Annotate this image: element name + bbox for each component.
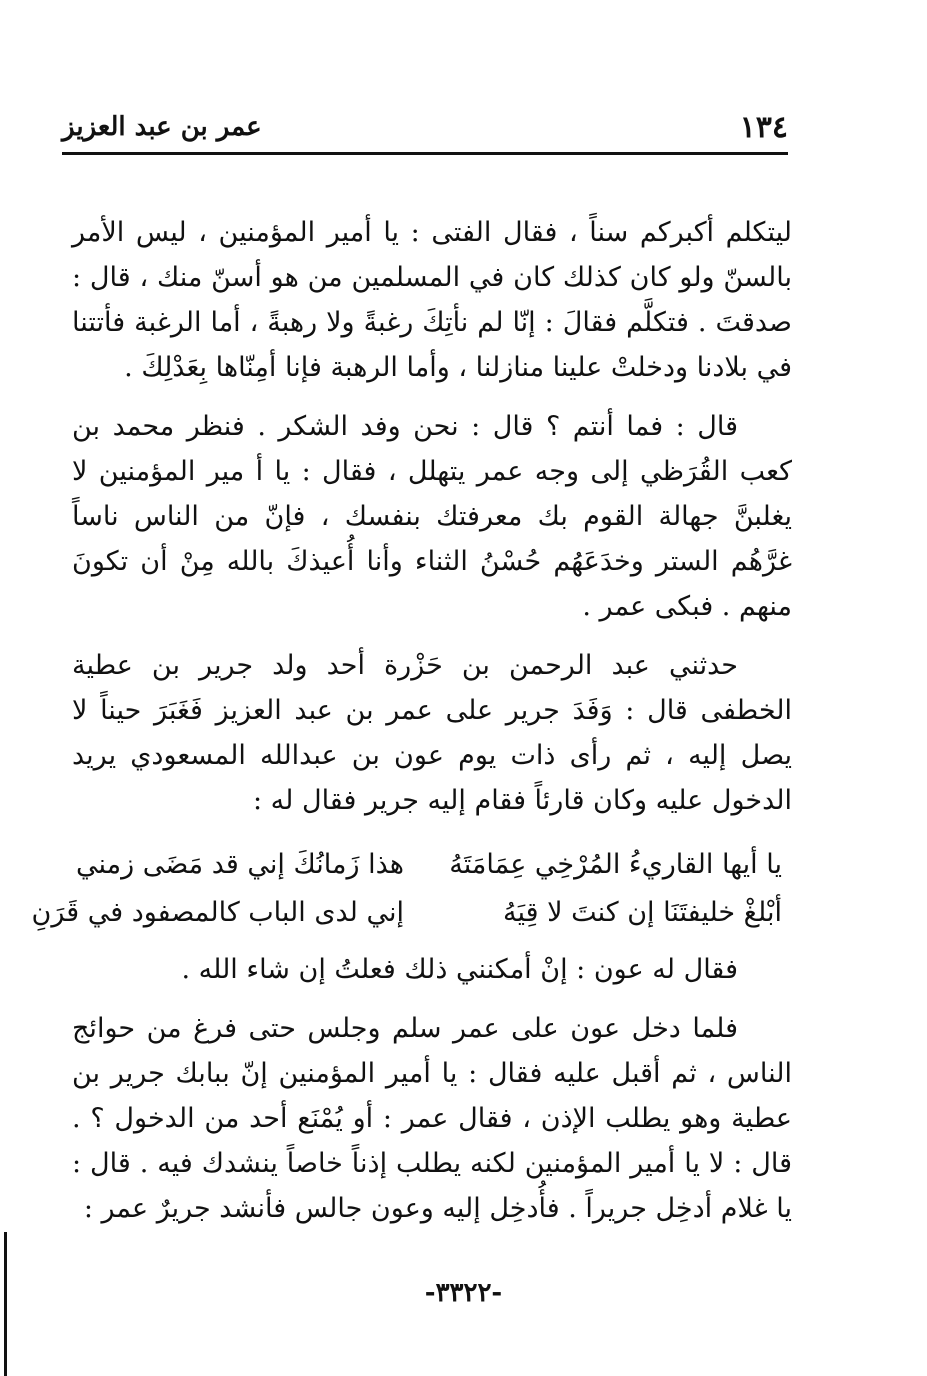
verse-first-half: أبْلغْ خليفتَنَا إن كنتَ لا قِيَهُ <box>503 897 782 928</box>
header-rule <box>62 152 788 155</box>
scan-margin-line <box>4 1232 7 1376</box>
verse-second-half: هذا زَمانُكَ إني قد مَضَى زمني <box>76 849 404 880</box>
poem-verse <box>31 889 782 937</box>
poem-verse <box>76 841 782 889</box>
paragraph: فقال له عون : إنْ أمكنني ذلك فعلتُ إن شاء الله . <box>181 954 738 985</box>
page-footer: -٣٣٢٢- <box>424 1278 503 1308</box>
paragraph: ليتكلم أكبركم سناً ، فقال الفتى : يا أمير المؤمنين ، ليس الأمر بالسنّ ولو كان كذلك كان في المسلمين من هو أسنّ منك ، قال : صدقتَ . فتكلَّم فقالَ : إنّا لم نأتِكَ رغبةً ولا رهبةً ، أما الرغبة فأتتنا في بلادنا ودخلتْ علينا منازلنا ، وأما الرهبة فإنا أمِنّاها بِعَدْلِكَ . <box>72 217 792 383</box>
verse-first-half: يا أيها القاريءُ المُرْخِي عِمَامَتَهُ <box>449 849 782 880</box>
paragraph: فلما دخل عون على عمر سلم وجلس حتى فرغ من حوائج الناس ، ثم أقبل عليه فقال : يا أمير المؤمنين إنّ ببابك جرير بن عطية وهو يطلب الإذن ، فقال عمر : أو يُمْنَع أحد من الدخول ؟ . قال : لا يا أمير المؤمنين لكنه يطلب إذناً خاصاً ينشدك فيه . قال : يا غلام أدخِل جريراً . فأُدخِل إليه وعون جالس فأنشد جريرٌ عمر : <box>72 1013 792 1224</box>
paragraph: قال : فما أنتم ؟ قال : نحن وفد الشكر . فنظر محمد بن كعب القُرَظي إلى وجه عمر يتهلل ، فقال : يا أ مير المؤمنين لا يغلبنَّ جهالة القوم بك معرفتك بنفسك ، فإنّ من الناس ناساً غرَّهُم الستر وخدَعَهُم حُسْنُ الثناء وأنا أُعيذكَ بالله مِنْ أن تكونَ منهم . فبكى عمر . <box>72 411 792 622</box>
paragraph: حدثني عبد الرحمن بن حَزْرة أحد ولد جرير بن عطية الخطفى قال : وَفَدَ جرير على عمر بن عبد العزيز فَغَبَرَ حيناً لا يصل إليه ، ثم رأى ذات يوم عون بن عبدالله المسعودي يريد الدخول عليه وكان قارئاً فقام إليه جرير فقال له : <box>72 650 792 816</box>
page-header <box>62 108 788 148</box>
running-title: عمر بن عبد العزيز <box>62 112 262 142</box>
body-text <box>31 210 792 1245</box>
verse-second-half: إني لدى الباب كالمصفود في قَرَنِ <box>31 897 404 928</box>
poem <box>31 841 782 937</box>
page-number: ١٣٤ <box>739 110 788 145</box>
